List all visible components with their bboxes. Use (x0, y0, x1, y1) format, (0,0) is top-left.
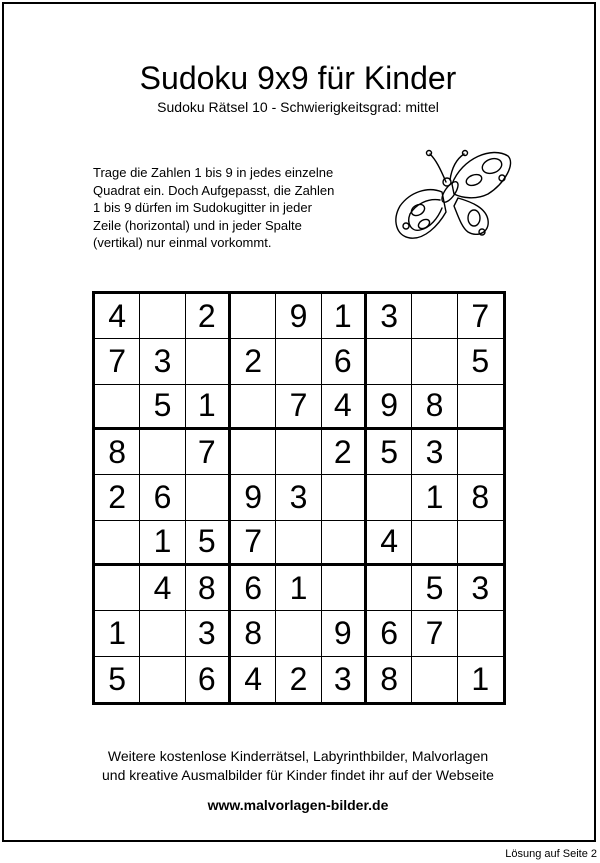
sudoku-cell[interactable]: 4 (231, 657, 276, 702)
sudoku-cell[interactable] (140, 430, 185, 475)
sudoku-cell[interactable] (231, 385, 276, 430)
sudoku-cell[interactable]: 1 (95, 611, 140, 656)
website-link[interactable]: www.malvorlagen-bilder.de (207, 797, 389, 813)
sudoku-cell[interactable]: 8 (95, 430, 140, 475)
sudoku-cell[interactable] (276, 430, 321, 475)
sudoku-cell[interactable]: 5 (367, 430, 412, 475)
sudoku-cell[interactable]: 3 (412, 430, 457, 475)
sudoku-cell[interactable]: 7 (186, 430, 231, 475)
sudoku-cell[interactable] (95, 521, 140, 566)
sudoku-cell[interactable] (140, 657, 185, 702)
sudoku-cell[interactable]: 1 (412, 475, 457, 520)
sudoku-cell[interactable]: 1 (471, 660, 490, 697)
page-subtitle: Sudoku Rätsel 10 - Schwierigkeitsgrad: mittel (157, 99, 439, 115)
sudoku-cell[interactable] (412, 339, 457, 384)
sudoku-cell[interactable]: 7 (276, 385, 321, 430)
sudoku-cell[interactable]: 8 (367, 657, 412, 702)
sudoku-cell[interactable] (140, 294, 185, 339)
sudoku-cell[interactable] (186, 475, 231, 520)
sudoku-cell[interactable]: 9 (276, 294, 321, 339)
sudoku-cell[interactable]: 6 (231, 566, 276, 611)
sudoku-cell[interactable]: 2 (95, 475, 140, 520)
sudoku-cell[interactable] (367, 339, 412, 384)
sudoku-cell[interactable]: 6 (367, 611, 412, 656)
page-title: Sudoku 9x9 für Kinder (139, 60, 457, 96)
sudoku-cell[interactable]: 7 (458, 294, 503, 339)
sudoku-cell[interactable] (231, 294, 276, 339)
sudoku-cell[interactable]: 1 (186, 385, 231, 430)
sudoku-cell[interactable]: 5 (186, 521, 231, 566)
sudoku-cell[interactable]: 9 (231, 475, 276, 520)
sudoku-cell[interactable]: 6 (322, 339, 367, 384)
sudoku-cell[interactable]: 6 (140, 475, 185, 520)
sudoku-cell[interactable] (458, 611, 503, 656)
sudoku-cell[interactable] (367, 566, 412, 611)
sudoku-cell[interactable]: 8 (458, 475, 503, 520)
sudoku-cell[interactable]: 5 (95, 657, 140, 702)
sudoku-cell[interactable]: 4 (322, 385, 367, 430)
sudoku-cell[interactable] (140, 611, 185, 656)
sudoku-cell[interactable]: 2 (186, 294, 231, 339)
sudoku-cell[interactable] (322, 566, 367, 611)
sudoku-cell[interactable] (186, 339, 231, 384)
sudoku-cell[interactable] (322, 521, 367, 566)
sudoku-cell[interactable] (412, 521, 457, 566)
sudoku-cell[interactable]: 8 (412, 385, 457, 430)
sudoku-cell[interactable]: 4 (140, 566, 185, 611)
sudoku-cell[interactable]: 5 (140, 385, 185, 430)
sudoku-cell[interactable] (412, 657, 457, 702)
sudoku-cell[interactable] (412, 294, 457, 339)
sudoku-cell[interactable]: 2 (276, 657, 321, 702)
solution-note: Lösung auf Seite 2 (505, 848, 597, 860)
sudoku-cell[interactable] (458, 385, 503, 430)
sudoku-cell[interactable]: 1 (140, 521, 185, 566)
sudoku-cell[interactable]: 8 (186, 566, 231, 611)
sudoku-cell[interactable]: 3 (322, 657, 367, 702)
sudoku-cell[interactable]: 2 (231, 339, 276, 384)
instructions-text: Trage die Zahlen 1 bis 9 in jedes einzelne Quadrat ein. Doch Aufgepasst, die Zahlen 1 bis 9 dürfen im Sudokugitter in jeder Zeile (horizontal) und in jeder Spalte (vertikal) nur einmal vorkommt. (93, 165, 335, 250)
sudoku-cell[interactable] (458, 430, 503, 475)
sudoku-cell[interactable]: 3 (186, 611, 231, 656)
sudoku-cell[interactable]: 5 (458, 339, 503, 384)
sudoku-cell[interactable]: 3 (140, 339, 185, 384)
sudoku-cell[interactable] (276, 339, 321, 384)
sudoku-cell[interactable]: 3 (276, 475, 321, 520)
sudoku-cell[interactable]: 9 (367, 385, 412, 430)
sudoku-cell[interactable]: 1 (276, 566, 321, 611)
sudoku-cell[interactable]: 3 (367, 294, 412, 339)
sudoku-cell[interactable]: 3 (458, 566, 503, 611)
sudoku-cell[interactable]: 7 (95, 339, 140, 384)
footer-text: Weitere kostenlose Kinderrätsel, Labyrinthbilder, Malvorlagen und kreative Ausmalbilder für Kinder findet ihr auf der Webseite (102, 748, 494, 783)
sudoku-cell[interactable]: 4 (367, 521, 412, 566)
sudoku-grid (92, 291, 506, 705)
sudoku-cell[interactable] (276, 521, 321, 566)
sudoku-cell[interactable] (95, 385, 140, 430)
sudoku-cell[interactable]: 2 (322, 430, 367, 475)
sudoku-cell[interactable]: 7 (231, 521, 276, 566)
sudoku-cell[interactable]: 5 (412, 566, 457, 611)
sudoku-cell[interactable]: 4 (95, 294, 140, 339)
sudoku-cell[interactable]: 8 (231, 611, 276, 656)
sudoku-cell[interactable]: 1 (322, 294, 367, 339)
sudoku-cell[interactable]: 6 (186, 657, 231, 702)
sudoku-cell[interactable]: 9 (322, 611, 367, 656)
sudoku-cell[interactable] (276, 611, 321, 656)
butterfly-icon (388, 140, 514, 248)
sudoku-cell[interactable] (367, 475, 412, 520)
sudoku-cell[interactable] (458, 521, 503, 566)
sudoku-cell[interactable]: 7 (412, 611, 457, 656)
sudoku-cell[interactable] (231, 430, 276, 475)
sudoku-cell[interactable] (322, 475, 367, 520)
sudoku-cell[interactable] (95, 566, 140, 611)
